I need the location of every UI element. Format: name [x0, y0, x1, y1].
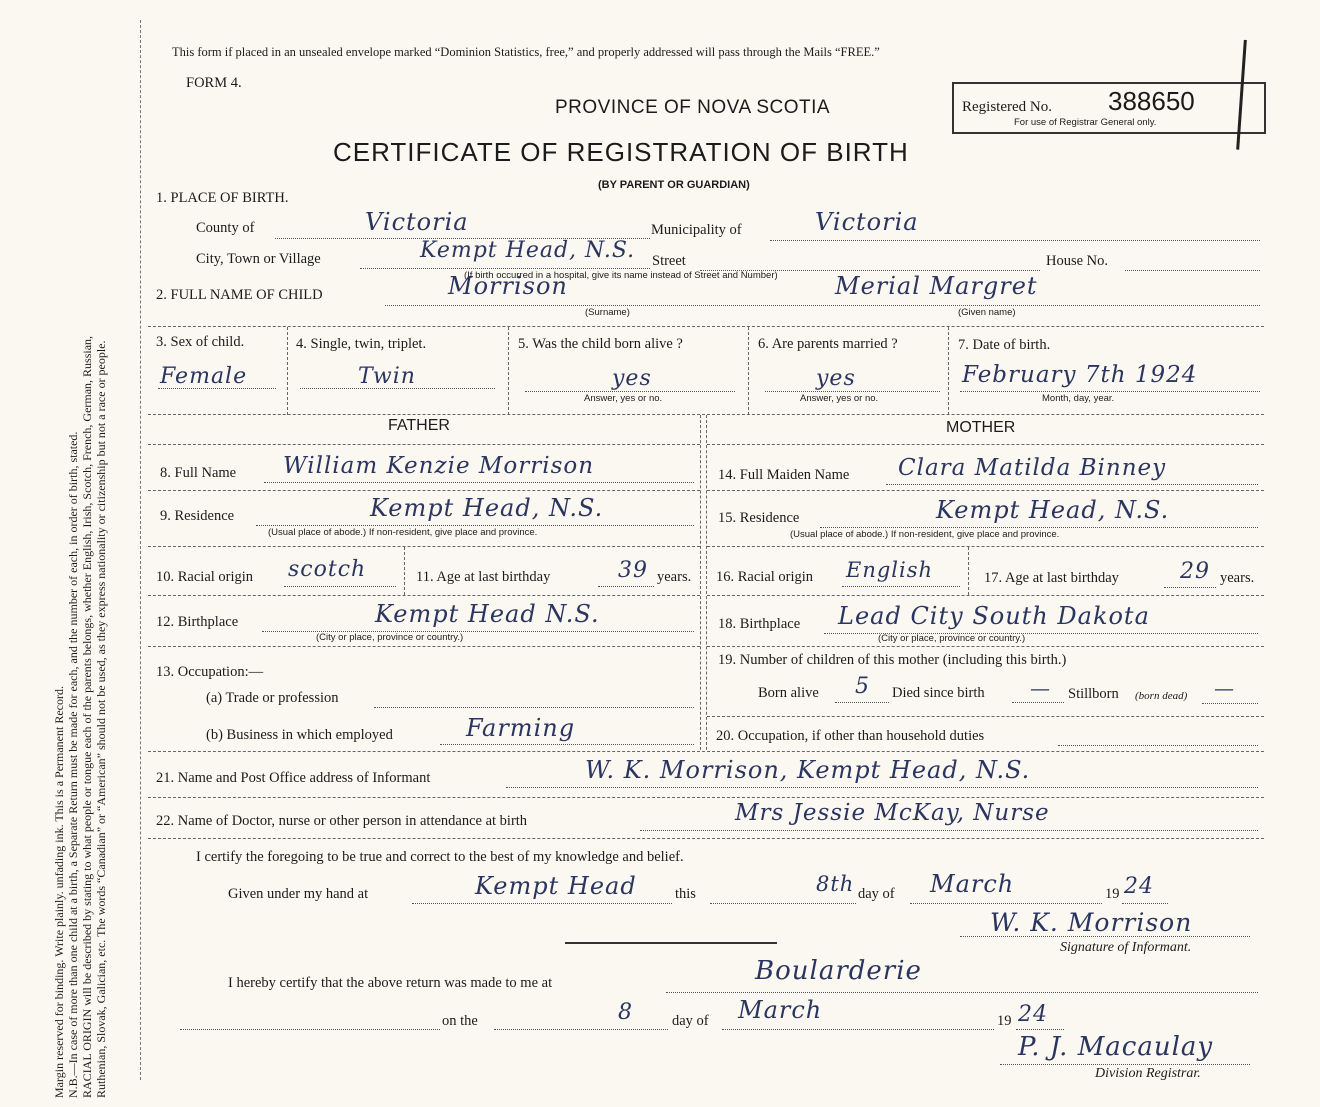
municipality-label: Municipality of	[651, 222, 742, 238]
registrar-place-value: Boularderie	[755, 956, 922, 986]
certification-statement: I certify the foregoing to be true and correct to the best of my knowledge and belief.	[196, 849, 684, 865]
this-label: this	[675, 886, 696, 902]
mother-occupation-label: 20. Occupation, if other than household duties	[716, 728, 985, 744]
mother-residence-note: (Usual place of abode.) If non-resident, give place and province.	[790, 529, 1060, 540]
mail-note: This form if placed in an unsealed envelope marked “Dominion Statistics, free,” and properly addressed will pass through the Mails “FREE.”	[172, 45, 880, 59]
stillborn-value: —	[1214, 676, 1235, 700]
hospital-note: (If birth occurred in a hospital, give its name instead of Street and Number)	[464, 270, 778, 281]
father-name-label: 8. Full Name	[160, 465, 237, 481]
trade-label: (a) Trade or profession	[206, 690, 339, 706]
father-racial-label: 10. Racial origin	[156, 569, 254, 585]
father-heading: FATHER	[388, 417, 450, 434]
certification-month-value: March	[930, 870, 1015, 898]
page-title: CERTIFICATE OF REGISTRATION OF BIRTH	[333, 137, 909, 167]
father-residence-value: Kempt Head, N.S.	[370, 494, 604, 522]
margin-line-1: Margin reserved for binding. Write plainly. unfading ink. This is a Permanent Record.	[52, 686, 66, 1098]
page-subtitle: (BY PARENT OR GUARDIAN)	[598, 179, 750, 191]
father-racial-value: scotch	[288, 557, 367, 582]
margin-instructions	[52, 336, 108, 1098]
child-surname: Morrison	[448, 272, 568, 300]
registrar-statement: I hereby certify that the above return was made to me at	[228, 975, 553, 991]
registrar-month-value: March	[738, 996, 823, 1024]
registrar-year-value: 24	[1018, 1002, 1048, 1027]
father-residence-note: (Usual place of abode.) If non-resident, give place and province.	[268, 527, 538, 538]
occupation-label: 13. Occupation:—	[156, 664, 264, 680]
multiple-birth-value: Twin	[358, 364, 416, 389]
born-alive-value: yes	[612, 366, 652, 391]
parents-married-label: 6. Are parents married ?	[758, 336, 898, 352]
mother-birthplace-note: (City or place, province or country.)	[878, 633, 1026, 644]
stillborn-note: (born dead)	[1135, 690, 1188, 702]
certification-year-prefix: 19	[1105, 886, 1120, 902]
registrar-signature: P. J. Macaulay	[1018, 1032, 1214, 1062]
street-label: Street	[652, 253, 686, 269]
multiple-birth-label: 4. Single, twin, triplet.	[296, 336, 427, 352]
certification-day-value: 8th	[816, 872, 855, 896]
father-age-label: 11. Age at last birthday	[416, 569, 551, 585]
born-alive-count-value: 5	[855, 674, 870, 699]
informant-signature-label: Signature of Informant.	[1060, 940, 1192, 955]
business-value: Farming	[466, 714, 576, 742]
informant-label: 21. Name and Post Office address of Informant	[156, 770, 431, 786]
father-residence-label: 9. Residence	[160, 508, 235, 524]
registered-label: Registered No.	[962, 99, 1052, 115]
form-number: FORM 4.	[186, 75, 242, 91]
certification-year-value: 24	[1124, 874, 1154, 899]
margin-line-2: N.B.—In case of more than one child at a birth, a Separate Return must be made for each, and the number of each, in order of birth, stated.	[66, 431, 80, 1098]
mother-age-unit: years.	[1220, 570, 1255, 586]
province-heading: PROVINCE OF NOVA SCOTIA	[555, 97, 831, 118]
mother-birthplace-label: 18. Birthplace	[718, 616, 801, 632]
father-birthplace-label: 12. Birthplace	[156, 614, 239, 630]
given-under-hand-label: Given under my hand at	[228, 886, 369, 902]
born-alive-label: 5. Was the child born alive ?	[518, 336, 683, 352]
died-since-birth-value: —	[1030, 676, 1051, 700]
died-since-birth-label: Died since birth	[892, 685, 985, 701]
mother-name-value: Clara Matilda Binney	[898, 455, 1167, 481]
business-label: (b) Business in which employed	[206, 727, 393, 743]
father-name-value: William Kenzie Morrison	[283, 453, 595, 479]
mother-age-label: 17. Age at last birthday	[984, 570, 1119, 586]
city-label: City, Town or Village	[196, 251, 321, 267]
born-alive-note: Answer, yes or no.	[584, 393, 663, 404]
parents-married-value: yes	[816, 366, 856, 391]
mother-racial-label: 16. Racial origin	[716, 569, 814, 585]
father-birthplace-note: (City or place, province or country.)	[316, 632, 464, 643]
stillborn-label: Stillborn	[1068, 686, 1119, 702]
born-alive-count-label: Born alive	[758, 685, 819, 701]
birth-date-label: 7. Date of birth.	[958, 337, 1051, 353]
registrar-on-label: on the	[442, 1013, 478, 1029]
father-age-value: 39	[618, 558, 648, 583]
registrar-year-prefix: 19	[997, 1013, 1012, 1029]
birth-date-value: February 7th 1924	[962, 362, 1198, 388]
margin-line-4: Ruthenian, Slovak, Galician, etc. The words “Canadian” or “American” should not be used, as they express nationality or citizenship but not a race or people.	[94, 340, 108, 1098]
binding-margin-line	[140, 20, 142, 1080]
city-value: Kempt Head, N.S.	[420, 238, 636, 263]
child-given-name: Merial Margret	[835, 272, 1038, 300]
certification-day-label: day of	[858, 886, 895, 902]
county-value: Victoria	[365, 208, 469, 236]
sex-label: 3. Sex of child.	[156, 334, 245, 350]
children-count-label: 19. Number of children of this mother (including this birth.)	[718, 652, 1067, 668]
given-place-value: Kempt Head	[475, 872, 637, 900]
parents-married-note: Answer, yes or no.	[800, 393, 879, 404]
registered-number: 388650	[1108, 86, 1195, 116]
doctor-value: Mrs Jessie McKay, Nurse	[735, 800, 1050, 826]
registrar-use-note: For use of Registrar General only.	[1014, 117, 1157, 128]
registrar-day-value: 8	[618, 1000, 633, 1025]
registrar-day-label: day of	[672, 1013, 709, 1029]
surname-note: (Surname)	[585, 307, 630, 318]
informant-value: W. K. Morrison, Kempt Head, N.S.	[585, 756, 1031, 784]
father-age-unit: years.	[657, 569, 692, 585]
county-label: County of	[196, 220, 255, 236]
section-separator	[565, 942, 777, 944]
place-of-birth-heading: 1. PLACE OF BIRTH.	[156, 190, 289, 206]
mother-name-label: 14. Full Maiden Name	[718, 467, 850, 483]
informant-signature: W. K. Morrison	[990, 908, 1193, 937]
given-name-note: (Given name)	[958, 307, 1016, 318]
birth-date-note: Month, day, year.	[1042, 393, 1115, 404]
doctor-label: 22. Name of Doctor, nurse or other person in attendance at birth	[156, 813, 528, 829]
mother-birthplace-value: Lead City South Dakota	[838, 602, 1150, 630]
mother-residence-value: Kempt Head, N.S.	[936, 496, 1170, 524]
margin-line-3: RACIAL ORIGIN will be described by stating to what people or tongue each of the parents belongs, whether English, Irish, Scotch, French, German, Russian,	[80, 335, 94, 1098]
mother-age-value: 29	[1180, 559, 1210, 584]
house-number-label: House No.	[1046, 253, 1109, 269]
registrar-signature-label: Division Registrar.	[1095, 1066, 1201, 1081]
sex-value: Female	[160, 364, 248, 389]
mother-racial-value: English	[846, 558, 934, 582]
municipality-value: Victoria	[815, 208, 919, 236]
mother-residence-label: 15. Residence	[718, 510, 800, 526]
child-name-label: 2. FULL NAME OF CHILD	[156, 287, 323, 303]
father-birthplace-value: Kempt Head N.S.	[375, 600, 600, 628]
mother-heading: MOTHER	[946, 419, 1016, 436]
